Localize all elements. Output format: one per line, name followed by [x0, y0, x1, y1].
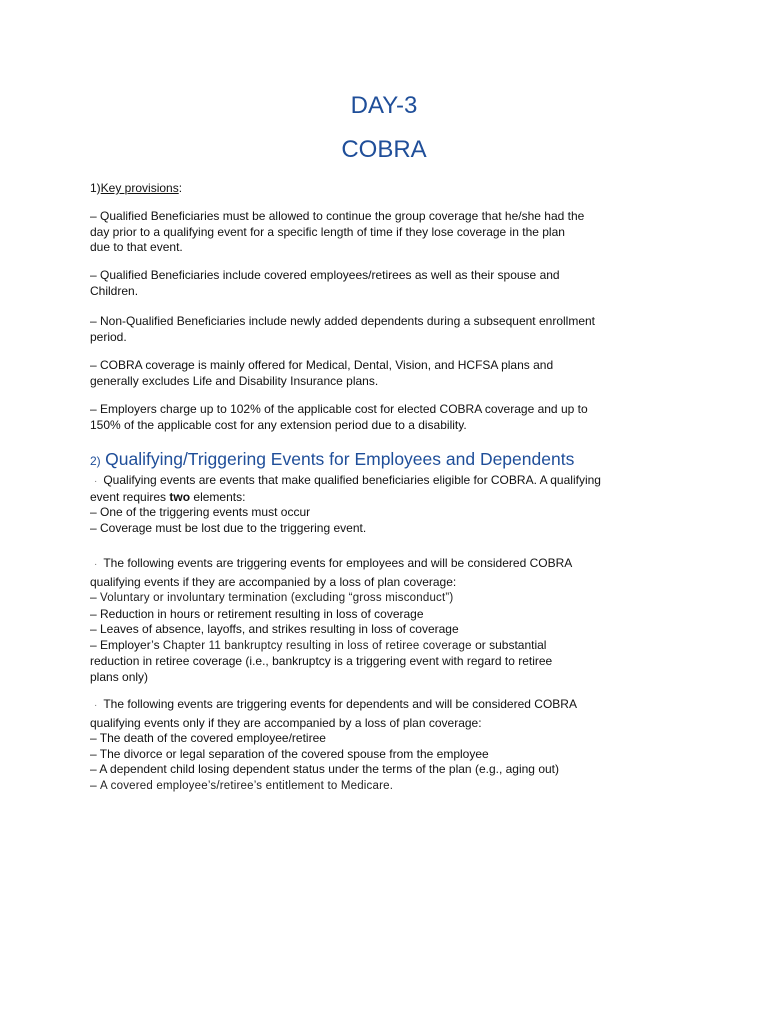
- employee-events-paragraph: · The following events are triggering events for employees and will be considered COBRA qualifying events if they are accompanied by a loss of plan coverage: – Voluntary or involuntary termination (excluding “gross misconduct”) – Reduction in hours or retirement resulting in loss of coverage – Leaves of absence, layoffs, and strikes resulting in loss of coverage – Employer’s Chapter 11 bankruptcy resulting in loss of retiree coverage or substantial reduction in retiree coverage (i.e., bankruptcy is a triggering event with regard to retiree plans only): [90, 556, 573, 684]
- dependent-events-paragraph: · The following events are triggering events for dependents and will be considered COBRA qualifying events only if they are accompanied by a loss of plan coverage: – The death of the covered employee/retiree – The divorce or legal separation of the covered spouse from the employee – A dependent child losing dependent status under the terms of the plan (e.g., aging out) – A covered employee’s/retiree’s entitlement to Medicare.: [90, 697, 577, 792]
- bullet-icon: ·: [94, 476, 98, 487]
- qualifying-events-paragraph: · Qualifying events are events that make qualified beneficiaries eligible for COBRA. A qualifying event requires two elements: – One of the triggering events must occur – Coverage must be lost due to the triggering event.: [90, 473, 601, 535]
- provision-item: – Employers charge up to 102% of the applicable cost for elected COBRA coverage and up to 150% of the applicable cost for any extension period due to a disability.: [90, 402, 588, 432]
- section-2-heading: 2) Qualifying/Triggering Events for Employees and Dependents: [90, 449, 575, 469]
- key-provisions-heading: 1)Key provisions:: [90, 181, 183, 195]
- day-title: DAY-3: [350, 92, 418, 119]
- provision-item: – Qualified Beneficiaries include covered employees/retirees as well as their spouse and Children.: [90, 268, 560, 298]
- provision-item: – Non-Qualified Beneficiaries include newly added dependents during a subsequent enrollment period.: [90, 314, 595, 344]
- provision-item: – Qualified Beneficiaries must be allowed to continue the group coverage that he/she had the day prior to a qualifying event for a specific length of time if they lose coverage in the plan due to that event.: [90, 209, 585, 254]
- provision-item: – COBRA coverage is mainly offered for Medical, Dental, Vision, and HCFSA plans and generally excludes Life and Disability Insurance plans.: [90, 358, 554, 388]
- bullet-icon: ·: [94, 559, 98, 570]
- bullet-icon: ·: [94, 700, 98, 711]
- topic-title: COBRA: [341, 136, 427, 163]
